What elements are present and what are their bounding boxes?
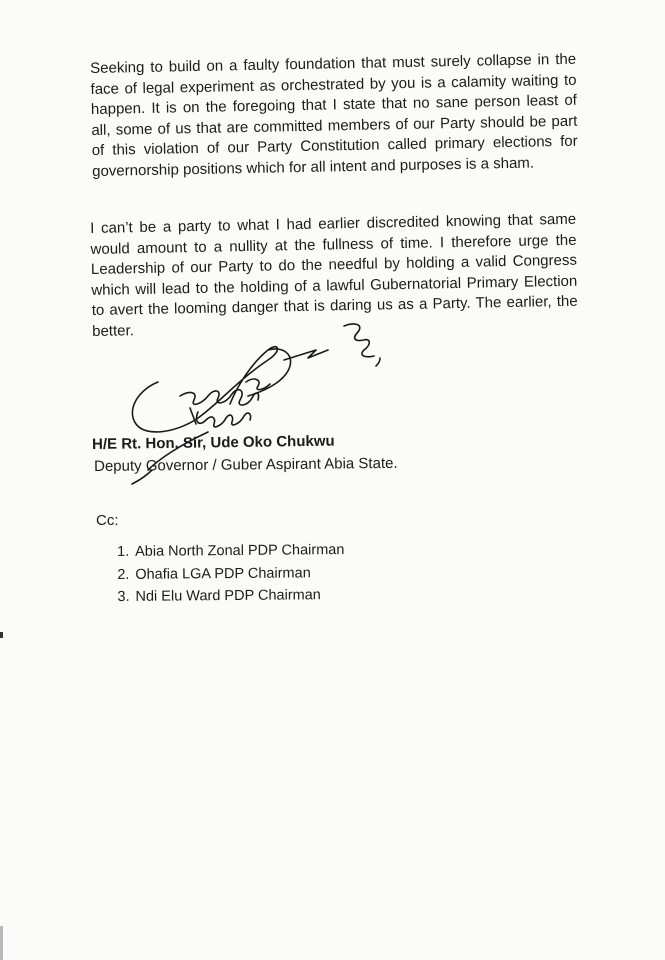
- list-item-text: Abia North Zonal PDP Chairman: [135, 542, 345, 560]
- list-item-text: Ndi Elu Ward PDP Chairman: [135, 587, 321, 605]
- list-item-number: 3.: [117, 588, 130, 605]
- paragraph-line: all, some of us that are committed members of our Party should be part: [91, 112, 578, 139]
- list-item: [117, 562, 344, 586]
- paragraph-line: Seeking to build on a faulty foundation that must surely collapse in the: [90, 50, 577, 77]
- list-item-number: 1.: [117, 543, 130, 560]
- paragraph-1: [90, 50, 578, 182]
- list-item: [117, 584, 344, 608]
- list-item-text: Ohafia LGA PDP Chairman: [135, 564, 311, 583]
- paragraph-line: would amount to a nullity at the fullness of time. I therefore urge the: [90, 231, 577, 258]
- paragraph-line: better.: [91, 321, 135, 340]
- scan-edge-shadow: [0, 926, 3, 960]
- scan-edge-mark: [0, 632, 3, 638]
- paragraph-line: Leadership of our Party to do the needful by holding a valid Congress: [90, 251, 578, 278]
- paragraph-line: happen. It is on the foregoing that I state that no sane person least of: [90, 91, 578, 118]
- paragraph-line: of this violation of our Party Constitution called primary elections for: [91, 132, 578, 159]
- signatory-title: Deputy Governor / Guber Aspirant Abia State.: [94, 454, 398, 475]
- paragraph-line: to avert the looming danger that is daring us as a Party. The earlier, the: [91, 292, 578, 319]
- paragraph-line: governorship positions which for all intent and purposes is a sham.: [91, 153, 535, 180]
- signatory-name: H/E Rt. Hon. Sir, Ude Oko Chukwu: [92, 432, 335, 453]
- paragraph-line: I can’t be a party to what I had earlier discredited knowing that same: [90, 210, 577, 237]
- cc-recipient-list: [117, 539, 345, 608]
- list-item-number: 2.: [117, 566, 130, 583]
- cc-label: Cc:: [96, 512, 119, 529]
- paragraph-line: which will lead to the holding of a lawful Gubernatorial Primary Election: [91, 272, 578, 299]
- list-item: [117, 539, 344, 563]
- paragraph-line: face of legal experiment as orchestrated by you is a calamity waiting to: [90, 71, 577, 98]
